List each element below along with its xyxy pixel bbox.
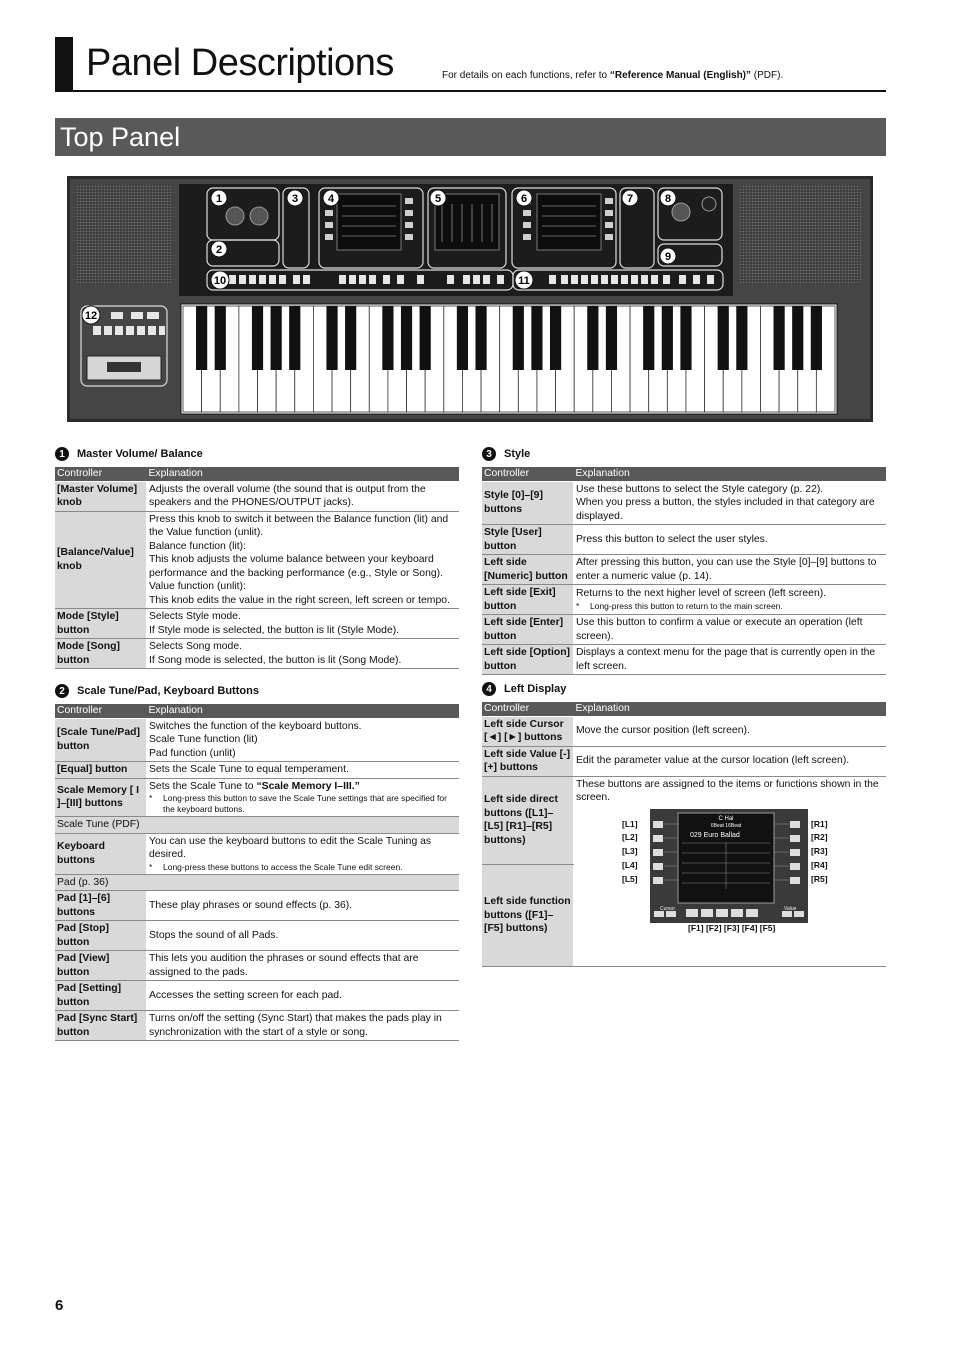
black-key — [811, 306, 822, 370]
callout-10 — [211, 271, 229, 289]
subheading-cell: Pad (p. 36) — [55, 874, 459, 891]
explanation-line: Adjusts the overall volume (the sound that is output from the speakers and the PHONES/OUTPUT jacks). — [149, 483, 426, 508]
table-row — [482, 645, 886, 675]
black-key — [643, 306, 654, 370]
explanation-line: Move the cursor position (left screen). — [576, 725, 750, 737]
table-row — [55, 762, 459, 779]
explanation — [147, 951, 460, 981]
section-heading-bar — [55, 118, 886, 156]
controller-name: Left side [Enter] button — [482, 615, 574, 645]
direct-button-label: [R1] — [811, 818, 828, 829]
controller-name: Style [0]–[9] buttons — [482, 481, 574, 525]
explanation-line: Scale Tune function (lit) — [149, 734, 258, 745]
black-key — [457, 306, 468, 370]
callout-12 — [82, 306, 100, 324]
explanation — [574, 645, 887, 675]
table-row — [55, 778, 459, 817]
section-master-volume — [55, 447, 459, 669]
explanation — [147, 921, 460, 951]
explanation-line: After pressing this button, you can use the Style [0]–[9] buttons to enter a numeric value (p. 14). — [576, 557, 877, 582]
black-key — [271, 306, 282, 370]
controller-table: Controller Explanation [Scale Tune/Pad] button Switches the function of the keyboard buttons. Scale Tune function (lit) Pad function (unlit) [Equal] button Sets the Scale Tune to equal temperament. Scale Memory [ I ]–[III] buttons Sets the Scale Tune to “Scale Memory I–III.” * Long-press this button to save the Scale Tune settings that are specified for the keyboard buttons. Scale Tune (PDF) Keyboard buttons You can use the keyboard buttons to edit the Scale Tuning as desired. * Long-press these buttons to access the Scale Tune edit screen. Pad (p. 36) Pad [1]–[6] buttons These play phrases or sound effects (p. 36). Pad [Stop] button Stops the sound of all Pads. Pad [View] button This lets you audition the phrases or sound effects that are assigned to the pads. Pad [Setting] button Accesses the setting screen for each pad. Pad [Sync Start] button Turns on/off the setting (Sync Start) that makes the pads play in synchronization with the start of a style or song. — [55, 704, 459, 1041]
explanation-line: This lets you audition the phrases or sound effects that are assigned to the pads. — [149, 953, 419, 978]
direct-button-label: [L5] — [622, 873, 638, 884]
controller-name: [Scale Tune/Pad] button — [55, 718, 147, 762]
section-number: 4 — [482, 682, 496, 696]
controller-table: Controller Explanation [Master Volume] knob Adjusts the overall volume (the sound that is output from the speakers and the PHONES/OUTPUT jacks). [Balance/Value] knob Press this knob to switch it between the Balance function (lit) and the Value function (unlit). Balance function (lit): This knob adjusts the volume balance between your keyboard performance and the backing performance (e.g., Style or Song). Value function (unlit): This knob edits the value in the right screen, left screen or tempo. Mode [Style] button Selects Style mode. If Style mode is selected, the button is lit (Style Mode). Mode [Song] button Selects Song mode. If Song mode is selected, the button is lit (Song Mode). — [55, 467, 459, 669]
section-heading: 3 Style — [482, 447, 886, 461]
screen-text: 029 Euro Ballad — [690, 831, 740, 839]
title-bar-marker — [55, 37, 73, 91]
black-key — [774, 306, 785, 370]
explanation-line: Selects Song mode. — [149, 641, 242, 652]
explanation-line: Displays a context menu for the page that is currently open in the left screen. — [576, 647, 876, 672]
callout-3 — [287, 190, 303, 206]
controller-name: Left side function buttons ([F1]–[F5] buttons) — [482, 865, 574, 966]
controller-name: Left side direct buttons ([L1]–[L5] [R1]–[R5] buttons) — [482, 776, 574, 865]
explanation — [147, 778, 460, 817]
svg-text:6: 6 — [520, 193, 528, 205]
explanation — [574, 746, 887, 776]
controller-name: Left side [Numeric] button — [482, 555, 574, 585]
table-row — [55, 481, 459, 511]
table-row — [55, 639, 459, 669]
callout-1 — [211, 190, 227, 206]
table-row — [482, 555, 886, 585]
controller-name: [Master Volume] knob — [55, 481, 147, 511]
explanation — [574, 481, 887, 525]
footnote: * Long-press this button to return to the main screen. — [576, 601, 884, 612]
callout-2 — [211, 241, 227, 257]
explanation — [147, 891, 460, 921]
explanation-line: Press this knob to switch it between the Balance function (lit) and the Value function (unlit). — [149, 513, 449, 538]
direct-button-label: [R2] — [811, 832, 828, 843]
table-row — [55, 718, 459, 762]
callout-8 — [660, 190, 676, 206]
black-key — [196, 306, 207, 370]
reference-note: For details on each functions, refer to “Reference Manual (English)” (PDF). — [442, 70, 784, 81]
explanation — [147, 481, 460, 511]
controller-name: Left side Value [-] [+] buttons — [482, 746, 574, 776]
black-key — [513, 306, 524, 370]
page-title: Panel Descriptions — [86, 42, 394, 84]
table-row — [55, 921, 459, 951]
black-key — [252, 306, 263, 370]
svg-text:11: 11 — [518, 275, 530, 287]
callout-4 — [323, 190, 339, 206]
svg-text:10: 10 — [213, 275, 227, 287]
explanation — [574, 585, 887, 615]
black-key — [382, 306, 393, 370]
controller-name: Scale Memory [ I ]–[III] buttons — [55, 778, 147, 817]
black-key — [662, 306, 673, 370]
section-number: 1 — [55, 447, 69, 461]
direct-button-label: [R4] — [811, 859, 828, 870]
explanation-line: When you press a button, the styles included in that category are displayed. — [576, 497, 875, 522]
direct-button-label: [L3] — [622, 846, 638, 857]
black-key — [345, 306, 356, 370]
explanation — [147, 511, 460, 609]
svg-text:7: 7 — [626, 193, 634, 205]
explanation — [147, 762, 460, 779]
screen-text: Value — [784, 905, 797, 912]
direct-button-label: [L2] — [622, 832, 638, 843]
explanation-line: Accesses the setting screen for each pad. — [149, 989, 342, 1001]
table-row — [55, 833, 459, 874]
table-row — [55, 981, 459, 1011]
explanation — [147, 1011, 460, 1041]
direct-button-label: [L4] — [622, 859, 638, 870]
explanation-line: Stops the sound of all Pads. — [149, 929, 279, 941]
svg-text:12: 12 — [84, 310, 98, 322]
callout-6 — [516, 190, 532, 206]
screen-text: 6Beat 16Beat — [710, 822, 742, 829]
section-heading: 1 Master Volume/ Balance — [55, 447, 459, 461]
controller-name: Mode [Style] button — [55, 609, 147, 639]
callout-11 — [515, 271, 533, 289]
black-key — [680, 306, 691, 370]
black-key — [718, 306, 729, 370]
page-number: 6 — [55, 1297, 64, 1314]
explanation-line: Sets the Scale Tune to “Scale Memory I–III.” — [149, 780, 360, 792]
controller-name: Pad [Setting] button — [55, 981, 147, 1011]
section-scale-tune-pad — [55, 684, 459, 1041]
controller-name: Mode [Song] button — [55, 639, 147, 669]
svg-text:4: 4 — [327, 193, 335, 205]
explanation — [574, 555, 887, 585]
black-key — [326, 306, 337, 370]
controller-name: Style [User] button — [482, 525, 574, 555]
section-style — [482, 447, 886, 675]
controller-name: Keyboard buttons — [55, 833, 147, 874]
controller-name: [Equal] button — [55, 762, 147, 779]
title-rule — [55, 90, 886, 92]
explanation-line: Balance function (lit): — [149, 540, 247, 552]
black-key — [401, 306, 412, 370]
black-key — [475, 306, 486, 370]
explanation-line: Turns on/off the setting (Sync Start) that makes the pads play in synchronization with the start of a style or song. — [149, 1013, 442, 1038]
right-speaker-grill — [739, 185, 861, 285]
svg-text:2: 2 — [215, 244, 223, 256]
table-row — [482, 585, 886, 615]
explanation — [574, 615, 887, 645]
direct-button-label: [R5] — [811, 873, 828, 884]
table-row — [482, 615, 886, 645]
black-key — [420, 306, 431, 370]
explanation-line: This knob edits the value in the right screen, left screen or tempo. — [149, 594, 450, 606]
explanation-line: If Style mode is selected, the button is lit (Style Mode). — [149, 624, 400, 636]
table-row — [482, 481, 886, 525]
table-row — [482, 525, 886, 555]
explanation-line: Use this button to confirm a value or execute an operation (left screen). — [576, 617, 863, 642]
section-title: Top Panel — [60, 122, 181, 152]
subheading-cell: Scale Tune (PDF) — [55, 817, 459, 834]
table-row — [55, 511, 459, 609]
left-display-diagram — [576, 805, 884, 965]
black-key — [736, 306, 747, 370]
keyboard-top-panel-illustration — [67, 176, 873, 422]
footnote: * Long-press this button to save the Scale Tune settings that are specified for the keyboard buttons. — [149, 793, 457, 815]
black-key — [289, 306, 300, 370]
f-button-labels: [F1] [F2] [F3] [F4] [F5] — [688, 922, 776, 933]
black-key — [792, 306, 803, 370]
explanation-line: You can use the keyboard buttons to edit the Scale Tuning as desired. — [149, 835, 432, 860]
explanation-line: Value function (unlit): — [149, 581, 246, 592]
controller-name: Pad [Sync Start] button — [55, 1011, 147, 1041]
explanation-line: Press this button to select the user styles. — [576, 533, 768, 545]
explanation-line: Returns to the next higher level of screen (left screen). — [576, 588, 827, 600]
controller-table: Controller Explanation Style [0]–[9] buttons Use these buttons to select the Style category (p. 22). When you press a button, the styles included in that category are displayed. Style [User] button Press this button to select the user styles. Left side [Numeric] button After pressing this button, you can use the Style [0]–[9] buttons to enter a numeric value (p. 14). Left side [Exit] button Returns to the next higher level of screen (left screen). * Long-press this button to return to the main screen. Left side [Enter] button Use this button to confirm a value or execute an operation (left screen). Left side [Option] button Displays a context menu for the page that is currently open in the left screen. — [482, 467, 886, 675]
table-row — [55, 951, 459, 981]
explanation — [574, 716, 887, 746]
explanation-line: These play phrases or sound effects (p. 36). — [149, 899, 353, 911]
left-speaker-grill — [75, 185, 173, 285]
section-heading: 4 Left Display — [482, 682, 886, 696]
section-left-display — [482, 682, 886, 967]
footnote: * Long-press these buttons to access the Scale Tune edit screen. — [149, 862, 457, 873]
table-row — [55, 817, 459, 834]
explanation — [574, 525, 887, 555]
section-heading: 2 Scale Tune/Pad, Keyboard Buttons — [55, 684, 459, 698]
svg-text:3: 3 — [291, 193, 299, 205]
explanation-line: Selects Style mode. — [149, 611, 241, 622]
black-key — [550, 306, 561, 370]
explanation — [147, 833, 460, 874]
direct-button-label: [L1] — [622, 818, 638, 829]
table-row — [55, 874, 459, 891]
explanation-line: Switches the function of the keyboard buttons. — [149, 720, 362, 732]
callout-5 — [430, 190, 446, 206]
section-number: 3 — [482, 447, 496, 461]
svg-text:5: 5 — [434, 193, 442, 205]
callout-7 — [622, 190, 638, 206]
black-key — [587, 306, 598, 370]
table-row — [55, 891, 459, 921]
explanation-line: If Song mode is selected, the button is lit (Song Mode). — [149, 654, 402, 666]
black-key — [606, 306, 617, 370]
explanation-line: Use these buttons to select the Style category (p. 22). — [576, 483, 824, 495]
controller-name: Left side Cursor [◄] [►] buttons — [482, 716, 574, 746]
table-row — [482, 746, 886, 776]
controller-name: Pad [1]–[6] buttons — [55, 891, 147, 921]
table-row — [482, 716, 886, 746]
screen-text: C Hal — [718, 815, 734, 822]
callout-9 — [660, 248, 676, 264]
controller-table: Controller Explanation Left side Cursor [◄] [►] buttons Move the cursor position (left screen). Left side Value [-] [+] buttons Edit the parameter value at the cursor location (left screen). Left side direct buttons ([L1]–[L5] [R1]–[R5] buttons) These buttons are assigned to the items or functions shown in the screen. [L1] [L2] [L3] [L4] [L5] [R1] [R2] [R3] [R4] [R5] C Hal 6Beat 16Beat 029 Euro Ballad Cursor Value [F1] [F2] [F3] [F4] [F5] Left side function buttons ([F1]–[F5] buttons) — [482, 702, 886, 967]
controller-name: Left side [Option] button — [482, 645, 574, 675]
controller-name: [Balance/Value] knob — [55, 511, 147, 609]
explanation — [147, 981, 460, 1011]
table-row — [55, 1011, 459, 1041]
black-key — [215, 306, 226, 370]
svg-text:8: 8 — [664, 193, 672, 205]
explanation — [147, 609, 460, 639]
controller-name: Pad [Stop] button — [55, 921, 147, 951]
section-number: 2 — [55, 684, 69, 698]
explanation-line: This knob adjusts the volume balance between your keyboard performance and the backing performance (e.g., Style or Song). — [149, 554, 443, 579]
controller-name: Pad [View] button — [55, 951, 147, 981]
svg-text:1: 1 — [215, 193, 223, 205]
screen-illustration — [650, 809, 808, 923]
black-key — [531, 306, 542, 370]
direct-button-label: [R3] — [811, 846, 828, 857]
table-row — [55, 609, 459, 639]
svg-text:9: 9 — [664, 251, 672, 263]
explanation-line: Edit the parameter value at the cursor location (left screen). — [576, 755, 850, 767]
screen-text: Cursor — [660, 905, 676, 912]
explanation-line: Sets the Scale Tune to equal temperament. — [149, 764, 349, 775]
explanation-with-screen: These buttons are assigned to the items or functions shown in the screen. [L1] [L2] [L3] [L4] [L5] [R1] [R2] [R3] [R4] [R5] C Hal 6Beat 16Beat 029 Euro Ballad Cursor Value [F1] [F2] [F3] [F4] [F5] — [574, 776, 887, 966]
explanation — [147, 639, 460, 669]
explanation-line: Pad function (unlit) — [149, 747, 236, 759]
explanation — [147, 718, 460, 762]
controller-name: Left side [Exit] button — [482, 585, 574, 615]
